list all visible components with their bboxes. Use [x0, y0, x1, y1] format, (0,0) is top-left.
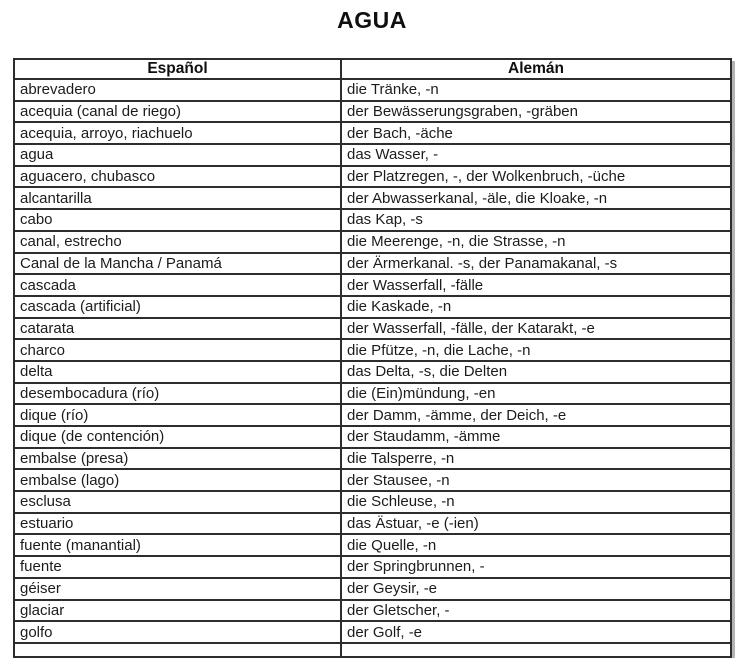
spanish-cell: delta — [14, 361, 341, 383]
german-cell: die Pfütze, -n, die Lache, -n — [341, 339, 731, 361]
spanish-cell: aguacero, chubasco — [14, 166, 341, 188]
vocab-table-header — [14, 59, 731, 79]
spanish-cell: alcantarilla — [14, 187, 341, 209]
vocab-table — [13, 58, 732, 658]
spanish-cell: desembocadura (río) — [14, 383, 341, 405]
col-header-aleman: Alemán — [341, 59, 731, 79]
spanish-cell: cascada (artificial) — [14, 296, 341, 318]
german-cell: das Delta, -s, die Delten — [341, 361, 731, 383]
table-row — [14, 469, 731, 491]
table-row — [14, 209, 731, 231]
spanish-cell: catarata — [14, 318, 341, 340]
german-cell: das Wasser, - — [341, 144, 731, 166]
german-cell: der Abwasserkanal, -äle, die Kloake, -n — [341, 187, 731, 209]
spanish-cell: Canal de la Mancha / Panamá — [14, 253, 341, 275]
table-row — [14, 404, 731, 426]
german-cell: die Schleuse, -n — [341, 491, 731, 513]
spanish-cell: géiser — [14, 578, 341, 600]
spanish-cell: charco — [14, 339, 341, 361]
german-cell: der Wasserfall, -fälle — [341, 274, 731, 296]
table-row — [14, 187, 731, 209]
table-row — [14, 318, 731, 340]
table-row — [14, 361, 731, 383]
german-cell: der Bewässerungsgraben, -gräben — [341, 101, 731, 123]
header-row — [14, 59, 731, 79]
spanish-cell: golfo — [14, 621, 341, 643]
german-cell: die Kaskade, -n — [341, 296, 731, 318]
table-row — [14, 101, 731, 123]
german-cell: der Gletscher, - — [341, 600, 731, 622]
table-row — [14, 426, 731, 448]
spanish-cell: embalse (presa) — [14, 448, 341, 470]
table-row — [14, 383, 731, 405]
spanish-cell: estuario — [14, 513, 341, 535]
spanish-cell: abrevadero — [14, 79, 341, 101]
spanish-cell: cabo — [14, 209, 341, 231]
spanish-cell: dique (de contención) — [14, 426, 341, 448]
spanish-cell: cascada — [14, 274, 341, 296]
german-cell: das Ästuar, -e (-ien) — [341, 513, 731, 535]
vocab-table-body — [14, 79, 731, 657]
german-cell: die Tränke, -n — [341, 79, 731, 101]
german-cell: der Platzregen, -, der Wolkenbruch, -üche — [341, 166, 731, 188]
spanish-cell: acequia, arroyo, riachuelo — [14, 122, 341, 144]
table-row — [14, 600, 731, 622]
table-row — [14, 274, 731, 296]
german-cell: der Damm, -ämme, der Deich, -e — [341, 404, 731, 426]
spanish-cell: glaciar — [14, 600, 341, 622]
col-header-espanol: Español — [14, 59, 341, 79]
table-row — [14, 513, 731, 535]
table-row — [14, 578, 731, 600]
page-title: AGUA — [337, 7, 407, 33]
table-row — [14, 166, 731, 188]
table-row — [14, 491, 731, 513]
table-row — [14, 296, 731, 318]
table-row — [14, 339, 731, 361]
spanish-cell: acequia (canal de riego) — [14, 101, 341, 123]
table-row — [14, 556, 731, 578]
german-cell: der Bach, -äche — [341, 122, 731, 144]
spanish-cell: canal, estrecho — [14, 231, 341, 253]
german-cell: der Stausee, -n — [341, 469, 731, 491]
german-cell: der Geysir, -e — [341, 578, 731, 600]
table-row — [14, 122, 731, 144]
table-row — [14, 231, 731, 253]
table-row — [14, 448, 731, 470]
table-row — [14, 621, 731, 643]
german-cell: die (Ein)mündung, -en — [341, 383, 731, 405]
spanish-cell: embalse (lago) — [14, 469, 341, 491]
german-cell: die Quelle, -n — [341, 534, 731, 556]
spanish-cell: fuente (manantial) — [14, 534, 341, 556]
spanish-cell: agua — [14, 144, 341, 166]
table-row — [14, 253, 731, 275]
german-cell: der Staudamm, -ämme — [341, 426, 731, 448]
spanish-cell: dique (río) — [14, 404, 341, 426]
german-cell: der Springbrunnen, - — [341, 556, 731, 578]
german-cell: der Golf, -e — [341, 621, 731, 643]
spanish-cell: fuente — [14, 556, 341, 578]
table-row — [14, 144, 731, 166]
table-row — [14, 534, 731, 556]
german-cell: der Ärmerkanal. -s, der Panamakanal, -s — [341, 253, 731, 275]
german-cell: der Wasserfall, -fälle, der Katarakt, -e — [341, 318, 731, 340]
spanish-cell: esclusa — [14, 491, 341, 513]
table-row — [14, 79, 731, 101]
german-cell: die Meerenge, -n, die Strasse, -n — [341, 231, 731, 253]
german-cell: die Talsperre, -n — [341, 448, 731, 470]
german-cell: das Kap, -s — [341, 209, 731, 231]
